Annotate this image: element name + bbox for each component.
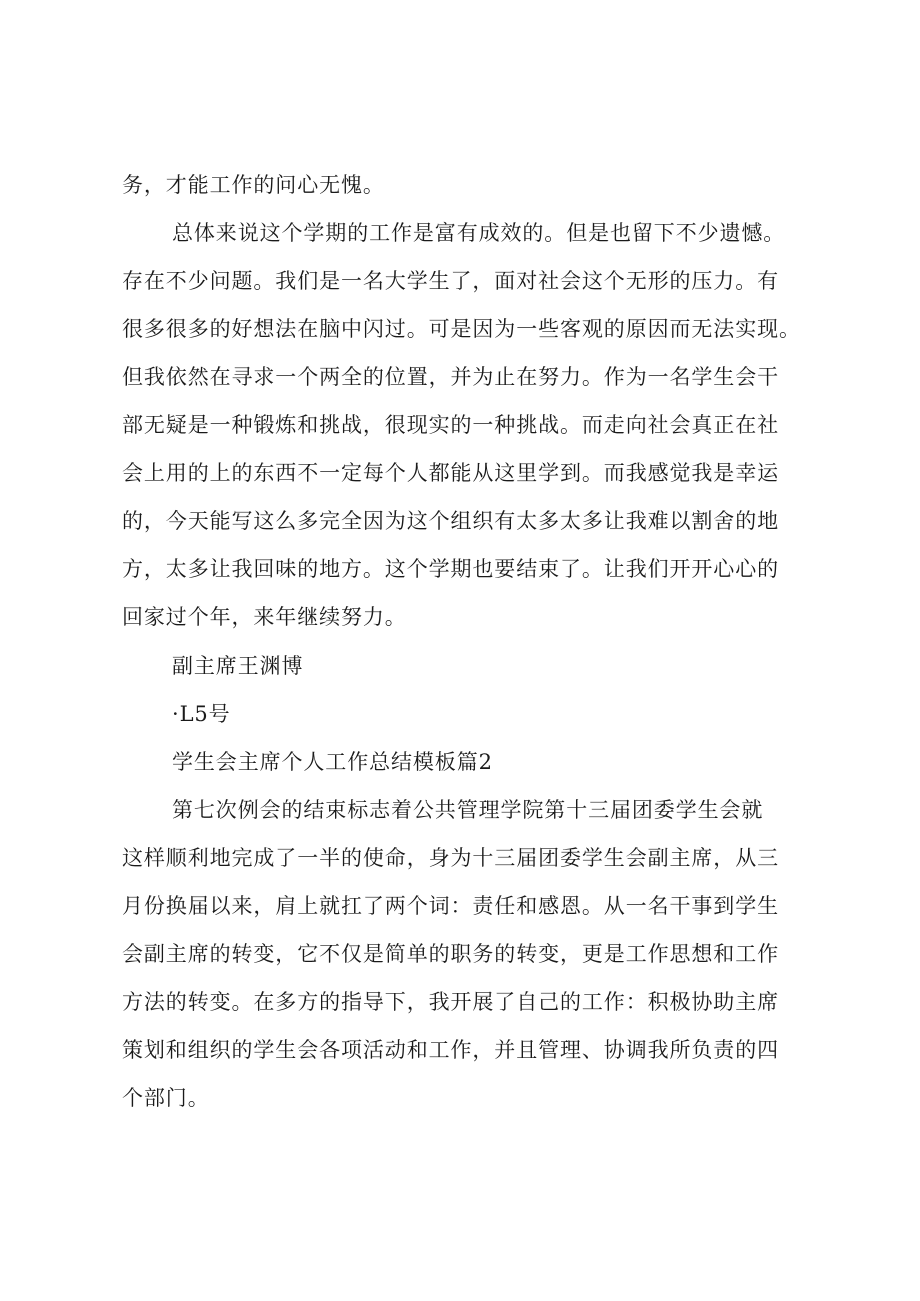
paragraph-line: 很多很多的好想法在脑中闪过。可是因为一些客观的原因而无法实现。 (122, 317, 801, 341)
paragraph-line: 回家过个年，来年继续努力。 (122, 605, 407, 629)
section-heading: 学生会主席个人工作总结模板篇2 (172, 750, 493, 774)
paragraph-line: 总体来说这个学期的工作是富有成效的。但是也留下不少遗憾。 (172, 221, 786, 245)
paragraph-line: 这样顺利地完成了一半的使命，身为十三届团委学生会副主席，从三 (122, 846, 779, 870)
paragraph-line: 第七次例会的结束标志着公共管理学院第十三届团委学生会就 (172, 798, 764, 822)
paragraph-line: 的，今天能写这么多完全因为这个组织有太多太多让我难以割舍的地 (122, 509, 779, 533)
paragraph-line: 方，太多让我回味的地方。这个学期也要结束了。让我们开开心心的 (122, 557, 779, 581)
paragraph-line: 务，才能工作的问心无愧。 (122, 173, 385, 197)
reference-line: ·L5号 (172, 702, 231, 726)
paragraph-line: 个部门。 (122, 1086, 210, 1110)
paragraph-line: 但我依然在寻求一个两全的位置，并为止在努力。作为一名学生会干 (122, 365, 779, 389)
paragraph-line: 策划和组织的学生会各项活动和工作，并且管理、协调我所负责的四 (122, 1038, 779, 1062)
signature-line: 副主席王渊博 (172, 654, 304, 678)
paragraph-line: 会副主席的转变，它不仅是简单的职务的转变，更是工作思想和工作 (122, 942, 779, 966)
paragraph-line: 部无疑是一种锻炼和挑战，很现实的一种挑战。而走向社会真正在社 (122, 413, 779, 437)
paragraph-line: 方法的转变。在多方的指导下，我开展了自己的工作：积极协助主席 (122, 990, 779, 1014)
paragraph-line: 会上用的上的东西不一定每个人都能从这里学到。而我感觉我是幸运 (122, 461, 779, 485)
paragraph-line: 存在不少问题。我们是一名大学生了，面对社会这个无形的压力。有 (122, 269, 779, 293)
paragraph-line: 月份换届以来，肩上就扛了两个词：责任和感恩。从一名干事到学生 (122, 894, 779, 918)
